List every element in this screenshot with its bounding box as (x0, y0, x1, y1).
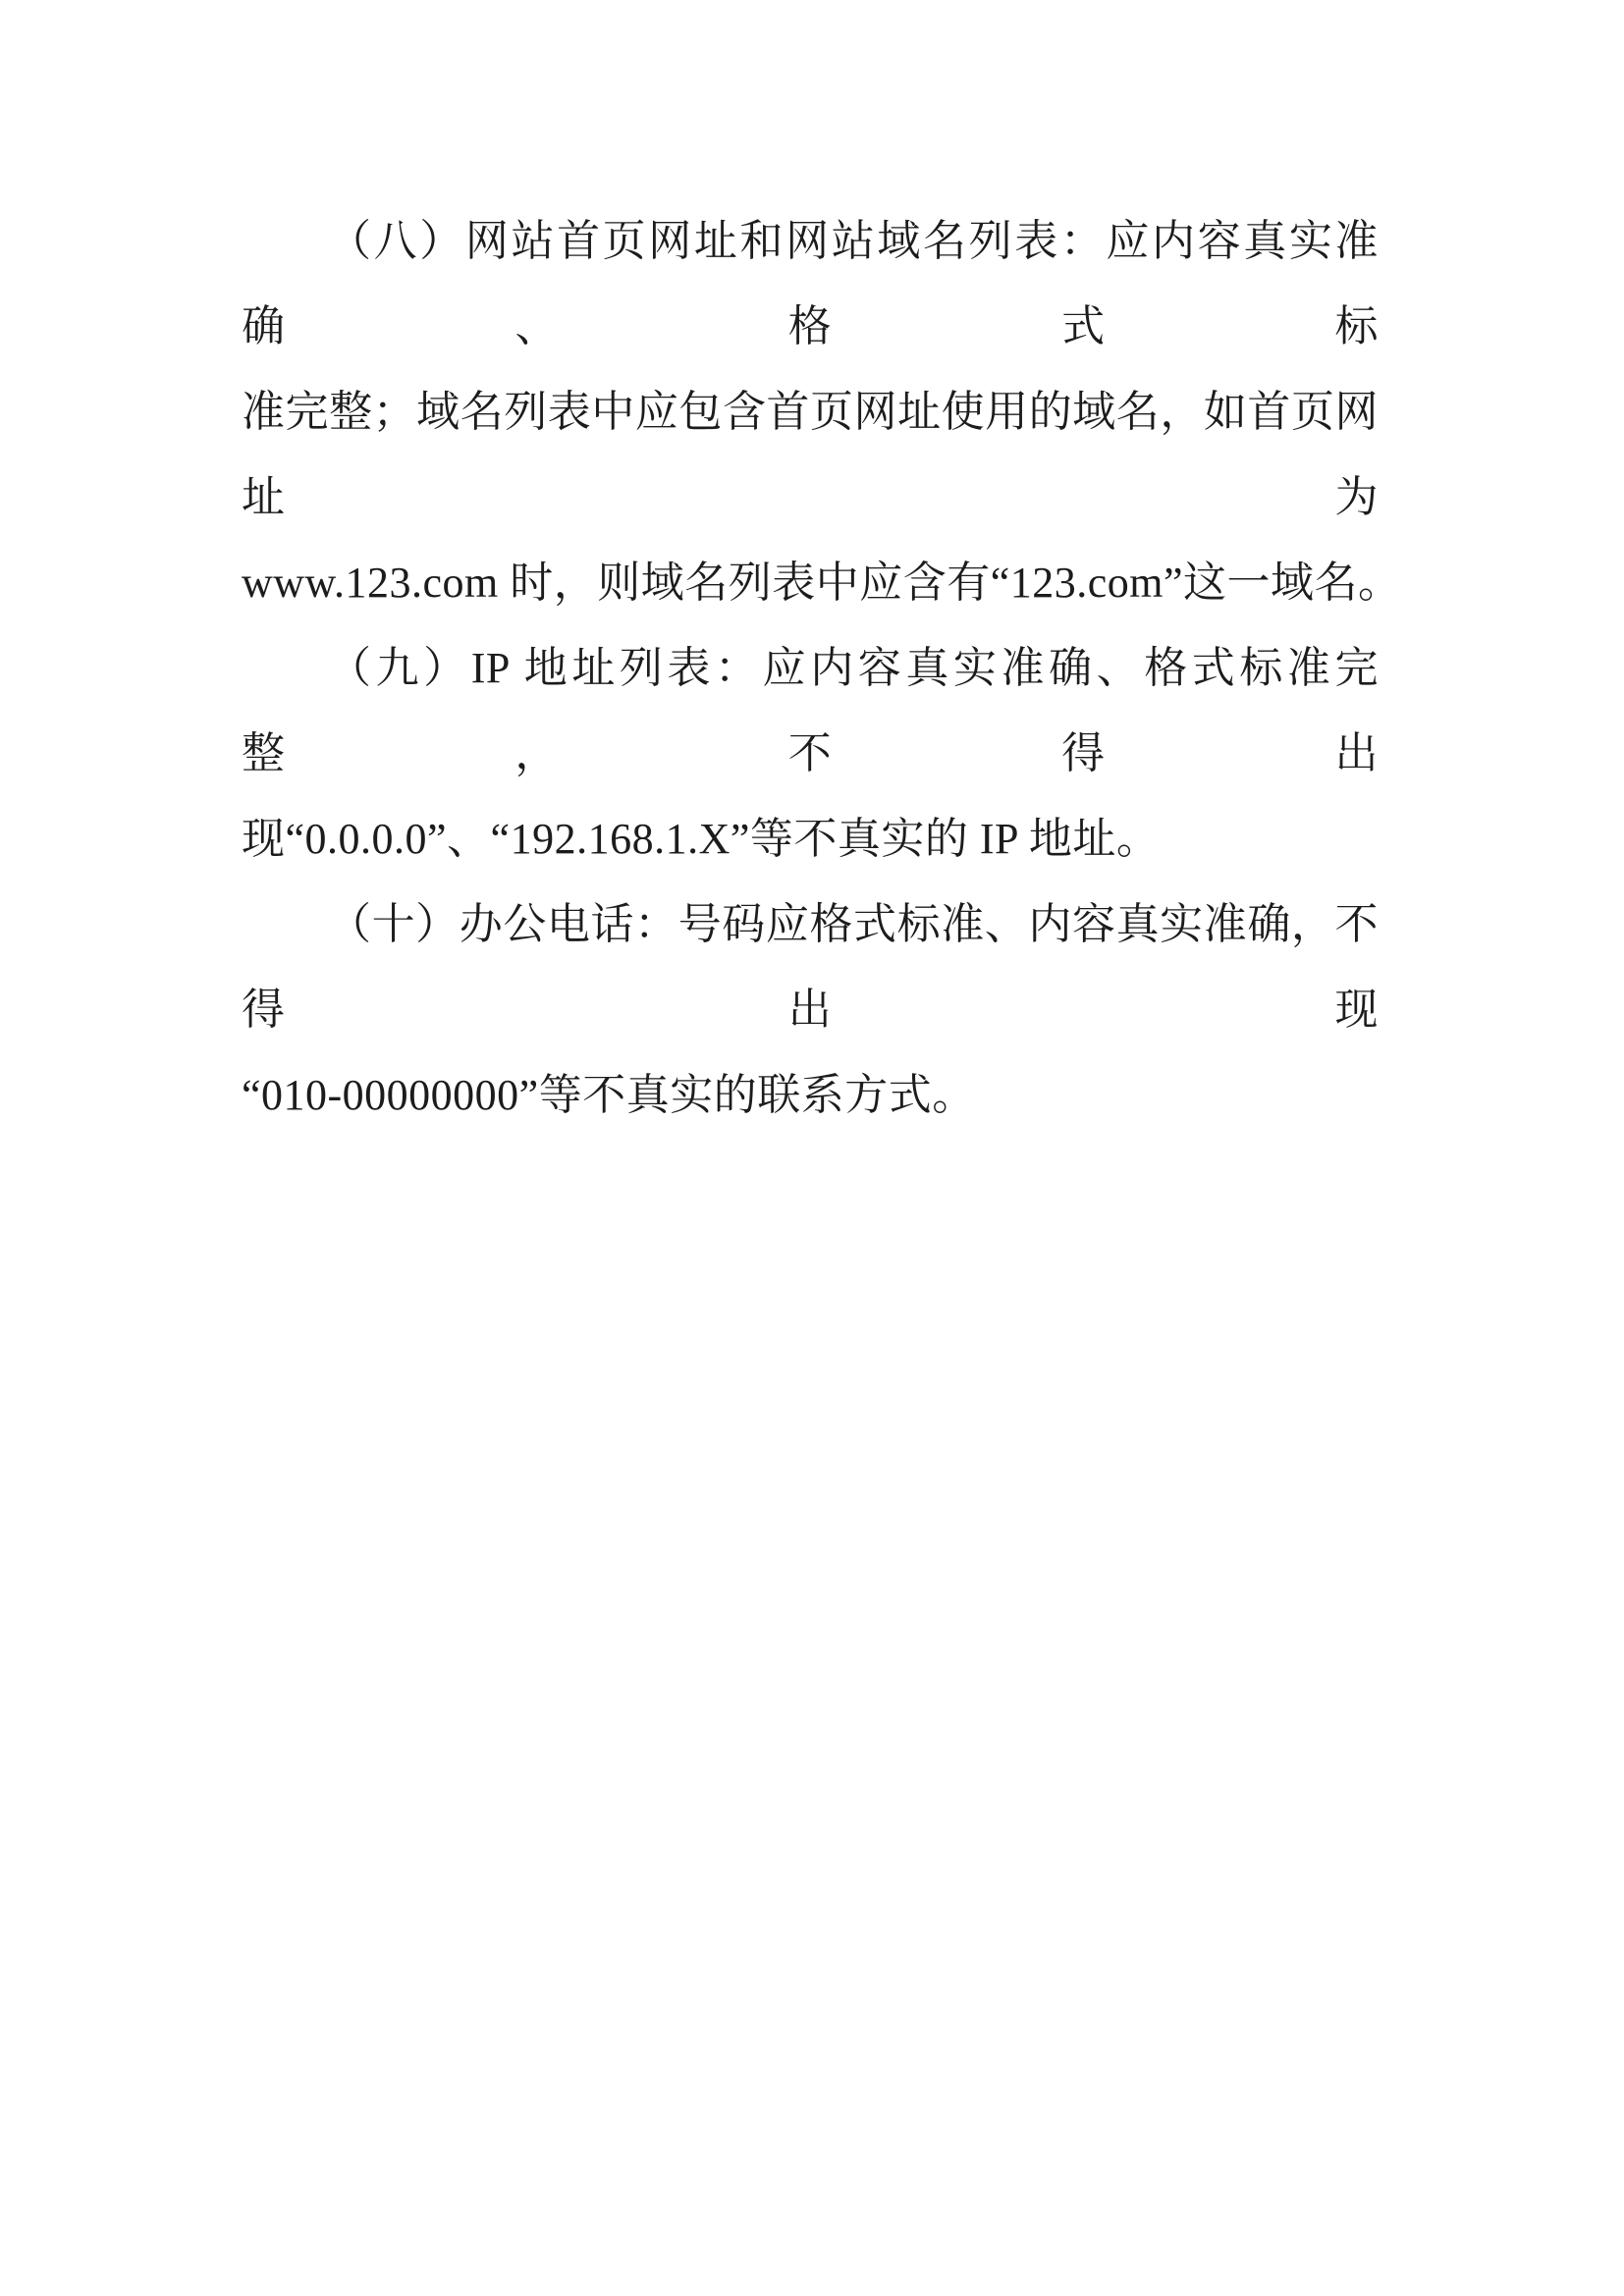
clause-9-line-2: 现“0.0.0.0”、“192.168.1.X”等不真实的 IP 地址。 (242, 815, 1161, 863)
paragraph-clause-10 (242, 881, 1379, 1138)
clause-8-line-1: （八）网站首页网址和网站域名列表：应内容真实准确、格式标 (242, 217, 1379, 350)
clause-10-line-2: “010-00000000”等不真实的联系方式。 (242, 1071, 976, 1119)
paragraph-clause-9 (242, 625, 1379, 881)
paragraph-clause-8 (242, 198, 1402, 625)
clause-10-line-1: （十）办公电话：号码应格式标准、内容真实准确，不得出现 (242, 900, 1379, 1034)
clause-8-line-2: 准完整；域名列表中应包含首页网址使用的域名，如首页网址为 (242, 388, 1379, 521)
document-text-block (242, 198, 1402, 1138)
clause-8-line-3: www.123.com 时，则域名列表中应含有“123.com”这一域名。 (242, 559, 1402, 607)
clause-9-line-1: （九）IP 地址列表：应内容真实准确、格式标准完整，不得出 (242, 644, 1379, 777)
